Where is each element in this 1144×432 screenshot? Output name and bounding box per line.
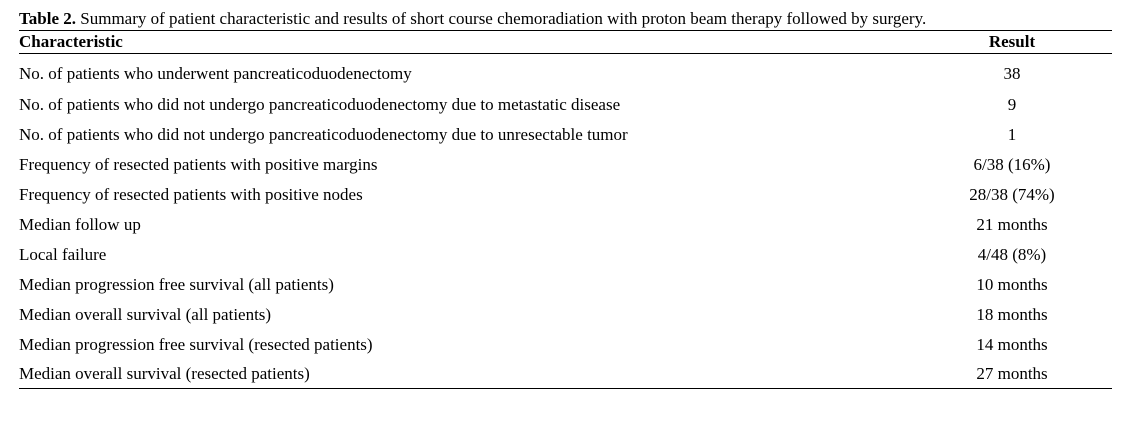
table-row [19,54,1112,91]
cell-characteristic: Median progression free survival (resected patients) [19,335,373,354]
table-row [19,270,1112,300]
cell-result: 9 [1007,95,1017,114]
table-row [19,180,1112,210]
cell-result: 4/48 (8%) [977,245,1047,264]
table-caption [19,8,1112,31]
cell-characteristic: Median overall survival (all patients) [19,305,272,324]
table-figure [19,8,1112,389]
cell-result: 14 months [976,335,1048,354]
cell-characteristic: Median progression free survival (all patients) [19,275,334,294]
cell-characteristic: Median overall survival (resected patients) [19,360,912,389]
cell-characteristic: Median follow up [19,215,141,234]
header-result: Result [912,31,1112,54]
cell-result: 1 [1007,125,1017,144]
cell-result: 27 months [912,360,1112,389]
table-caption-label: Table 2. [19,9,77,28]
table-body [19,54,1112,389]
cell-result: 28/38 (74%) [969,185,1055,204]
cell-characteristic: Frequency of resected patients with positive margins [19,155,378,174]
cell-result: 10 months [976,275,1048,294]
cell-characteristic: No. of patients who did not undergo pancreaticoduodenectomy due to metastatic disease [19,95,621,114]
cell-result: 21 months [976,215,1048,234]
cell-result: 38 [1003,64,1021,83]
table-caption-text: Summary of patient characteristic and results of short course chemoradiation with proton beam therapy followed by surgery. [76,9,927,28]
results-table [19,31,1112,389]
table-row [19,240,1112,270]
cell-characteristic: Frequency of resected patients with positive nodes [19,185,363,204]
table-row [19,300,1112,330]
cell-characteristic: No. of patients who underwent pancreaticoduodenectomy [19,64,412,83]
table-row [19,360,1112,389]
cell-characteristic: No. of patients who did not undergo pancreaticoduodenectomy due to unresectable tumor [19,125,628,144]
header-row [19,31,1112,54]
table-row [19,90,1112,120]
cell-result: 18 months [976,305,1048,324]
cell-characteristic: Local failure [19,245,107,264]
table-row [19,120,1112,150]
table-header [19,31,1112,54]
table-row [19,210,1112,240]
table-row [19,150,1112,180]
cell-result: 6/38 (16%) [973,155,1051,174]
table-row [19,330,1112,360]
header-characteristic: Characteristic [19,31,912,54]
